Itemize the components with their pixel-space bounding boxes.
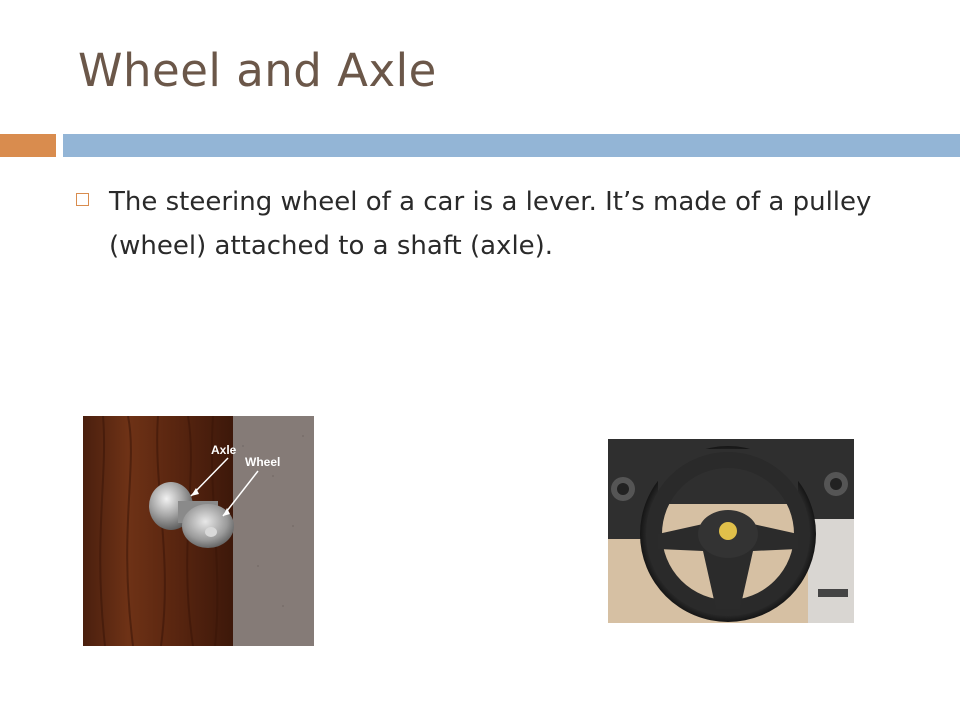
square-bullet-icon (76, 193, 89, 206)
bullet-item (76, 180, 906, 268)
door-knob-image (83, 416, 314, 646)
steering-wheel-image (608, 439, 854, 623)
bullet-text: The steering wheel of a car is a lever. It’s made of a pulley (wheel) attached to a shaft (axle). (109, 187, 872, 261)
accent-bar-blue (63, 134, 960, 157)
axle-label: Axle (211, 443, 237, 457)
slide-title: Wheel and Axle (78, 44, 437, 97)
accent-bar-orange (0, 134, 56, 157)
wheel-label: Wheel (245, 455, 281, 469)
